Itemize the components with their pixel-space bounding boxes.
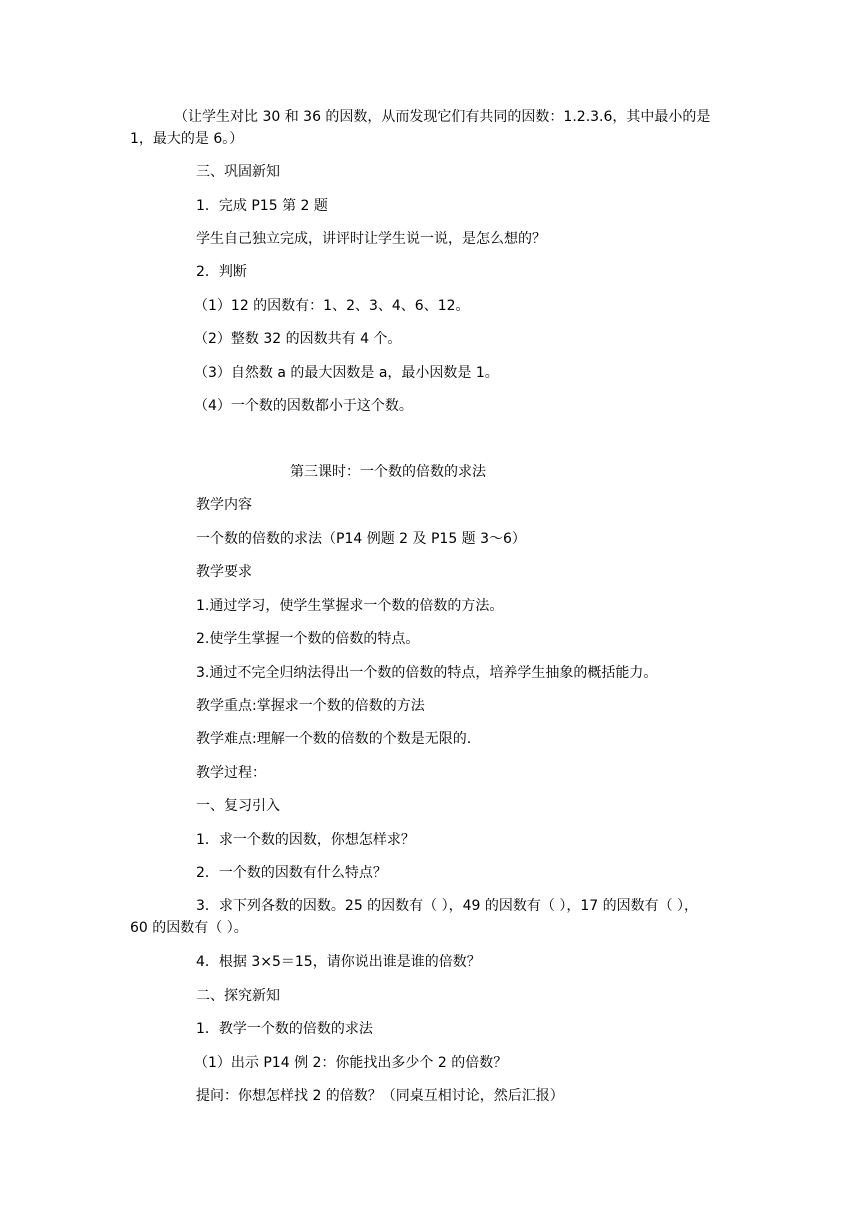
section-1-heading: 一、复习引入 [196, 798, 280, 814]
intro-paragraph [130, 106, 730, 150]
requirements-heading: 教学要求 [196, 564, 252, 580]
requirement-2: 2.使学生掌握一个数的倍数的特点。 [196, 631, 420, 647]
section-2-heading: 二、探究新知 [196, 988, 280, 1004]
content-text: 一个数的倍数的求法（P14 例题 2 及 P15 题 3～6） [196, 531, 526, 547]
lesson-title: 第三课时：一个数的倍数的求法 [290, 464, 486, 480]
explore-item-1: 1．教学一个数的倍数的求法 [196, 1021, 373, 1037]
intro-line-2: 1，最大的是 6。） [130, 131, 244, 147]
requirement-1: 1.通过学习，使学生掌握求一个数的倍数的方法。 [196, 598, 504, 614]
review-item-1: 1．求一个数的因数，你想怎样求？ [196, 832, 415, 848]
section-3-item-2: 2．判断 [196, 264, 247, 280]
process-heading: 教学过程： [196, 765, 266, 781]
judge-item-3: （3）自然数 a 的最大因数是 a，最小因数是 1。 [194, 365, 499, 381]
difficulty: 教学难点:理解一个数的倍数的个数是无限的. [196, 731, 472, 747]
section-3-heading: 三、巩固新知 [196, 164, 280, 180]
judge-item-2: （2）整数 32 的因数共有 4 个。 [194, 331, 402, 347]
explore-item-1-1: （1）出示 P14 例 2：你能找出多少个 2 的倍数？ [194, 1055, 508, 1071]
content-heading: 教学内容 [196, 497, 252, 513]
question-text: 提问：你想怎样找 2 的倍数？（同桌互相讨论，然后汇报） [196, 1088, 564, 1104]
review-item-4: 4．根据 3×5＝15，请你说出谁是谁的倍数？ [196, 954, 481, 970]
judge-item-1: （1）12 的因数有：1、2、3、4、6、12。 [194, 298, 470, 314]
review-item-2: 2．一个数的因数有什么特点？ [196, 865, 387, 881]
key-point: 教学重点:掌握求一个数的倍数的方法 [196, 698, 425, 714]
intro-line-1: （让学生对比 30 和 36 的因数，从而发现它们有共同的因数：1.2.3.6，其中最小的是 [174, 109, 711, 125]
review-item-3 [130, 895, 730, 939]
requirement-3: 3.通过不完全归纳法得出一个数的倍数的特点，培养学生抽象的概括能力。 [196, 665, 658, 681]
review-item-3-line-1: 3．求下列各数的因数。25 的因数有（ ），49 的因数有（ ），17 的因数有（ ）， [196, 898, 699, 914]
judge-item-4: （4）一个数的因数都小于这个数。 [194, 398, 413, 414]
review-item-3-line-2: 60 的因数有（ ）。 [130, 920, 248, 936]
section-3-item-1-desc: 学生自己独立完成，讲评时让学生说一说，是怎么想的？ [196, 231, 546, 247]
section-3-item-1: 1．完成 P15 第 2 题 [196, 198, 328, 214]
